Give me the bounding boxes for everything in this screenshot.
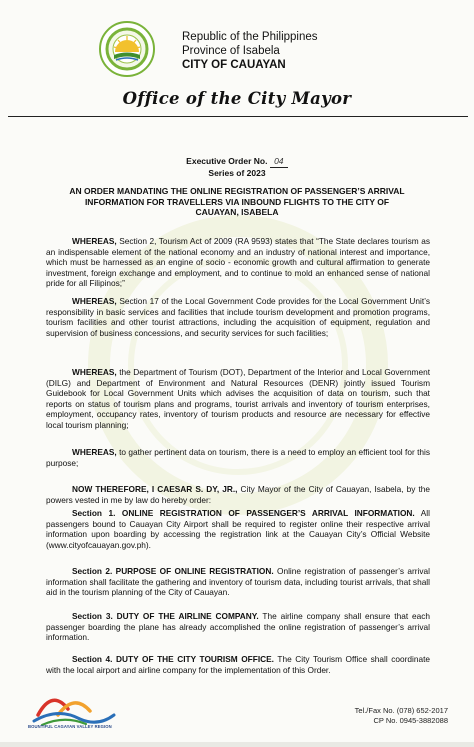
section-heading: Section 4. DUTY OF THE CITY TOURISM OFFICE.	[72, 654, 274, 664]
paragraph-text: City Mayor of the City of Cauayan, Isabela, by the powers vested in me by law do hereby order:	[46, 484, 430, 505]
whereas-lead: WHEREAS,	[72, 296, 117, 306]
whereas-paragraph-3	[46, 367, 430, 430]
section-1	[46, 508, 430, 550]
order-series: Series of 2023	[208, 168, 266, 178]
subject-line-1: AN ORDER MANDATING THE ONLINE REGISTRATION OF PASSENGER’S ARRIVAL	[69, 186, 405, 196]
section-text: The airline company shall ensure that each passenger boarding the plane has already accomplished the online registration of passenger’s arrival information.	[46, 611, 430, 642]
contact-info	[300, 706, 448, 726]
office-title: Office of the City Mayor	[122, 89, 352, 108]
order-number: 04	[270, 156, 288, 168]
region-logo-caption: BOUNTIFUL CAGAYAN VALLEY REGION	[28, 724, 112, 729]
city-line: CITY OF CAUAYAN	[182, 59, 286, 71]
now-therefore-lead: NOW THEREFORE, I CAESAR S. DY, JR.,	[72, 484, 238, 494]
section-2	[46, 566, 430, 598]
subject-line-2: INFORMATION FOR TRAVELLERS VIA INBOUND FLIGHTS TO THE CITY OF	[84, 196, 390, 207]
whereas-lead: WHEREAS,	[72, 367, 117, 377]
whereas-paragraph-2	[46, 296, 430, 338]
whereas-paragraph-1	[46, 236, 430, 289]
footer-band	[0, 742, 474, 747]
letterhead	[0, 0, 474, 80]
republic-line: Republic of the Philippines	[182, 31, 318, 43]
letterhead-text	[182, 31, 318, 72]
section-heading: Section 1. ONLINE REGISTRATION OF PASSENGER’S ARRIVAL INFORMATION.	[72, 508, 415, 518]
section-heading: Section 3. DUTY OF THE AIRLINE COMPANY.	[72, 611, 259, 621]
section-4	[46, 654, 430, 675]
section-text: All passengers bound to Cauayan City Airport shall be required to register online their respective arrival information upon boarding by accessing the registration link at the Cauayan City’s Official Website (www.cityofcauayan.gov.ph).	[46, 508, 430, 550]
paragraph-text: to gather pertinent data on tourism, there is a need to employ an efficient tool for this purpose;	[46, 447, 430, 468]
section-3	[46, 611, 430, 643]
cellphone-number: CP No. 0945-3882088	[373, 716, 448, 725]
whereas-paragraph-4	[46, 447, 430, 468]
paragraph-text: Section 2, Tourism Act of 2009 (RA 9593) states that “The State declares tourism as an indispensable element of the national economy and an industry of national interest and importance, which must be harnessed as an engine of socio - economic growth and cultural affirmation to generate investment, foreign exchange and employment, and to continue to mold an enhanced sense of national pride for all Filipinos;”	[46, 236, 430, 288]
whereas-lead: WHEREAS,	[72, 236, 117, 246]
paragraph-text: the Department of Tourism (DOT), Department of the Interior and Local Government (DILG) and Department of Environment and Natural Resources (DENR) jointly issued Tourism Guidebook for Local Government Units which advises the acquisition of data on tourism, such that reports on status of tourism plans and programs, tourist arrivals and inventory of tourism enterprises, employment, occupancy rates, inventory of tourism products and resource are necessary for effective local tourism planning;	[46, 367, 430, 430]
paragraph-text: Section 17 of the Local Government Code provides for the Local Government Unit’s responsibility in basic services and facilities that include tourism development and promotion programs, tourism facilities and other tourist attractions, including the acquisition of equipment, regulation and supervision of business concessions, and security services for such facilities;	[46, 296, 430, 338]
now-therefore-paragraph	[46, 484, 430, 505]
whereas-lead: WHEREAS,	[72, 447, 117, 457]
order-subject	[30, 186, 444, 218]
city-seal-logo	[99, 21, 155, 77]
executive-order-heading	[0, 156, 474, 179]
tel-fax-number: Tel./Fax No. (078) 652-2017	[354, 706, 448, 715]
section-text: Online registration of passenger’s arrival information shall facilitate the gathering and inventory of tourism data, including tourist arrivals, that shall aid in the tourism planning of the City of Cauayan.	[46, 566, 430, 597]
order-label: Executive Order No.	[186, 156, 268, 166]
province-line: Province of Isabela	[182, 44, 280, 57]
subject-line-3: CAUAYAN, ISABELA	[195, 207, 279, 218]
section-heading: Section 2. PURPOSE OF ONLINE REGISTRATION.	[72, 566, 274, 576]
header-divider	[8, 116, 468, 117]
section-text: The City Tourism Office shall coordinate with the local airport and airline company for the implementation of this Order.	[46, 654, 431, 675]
